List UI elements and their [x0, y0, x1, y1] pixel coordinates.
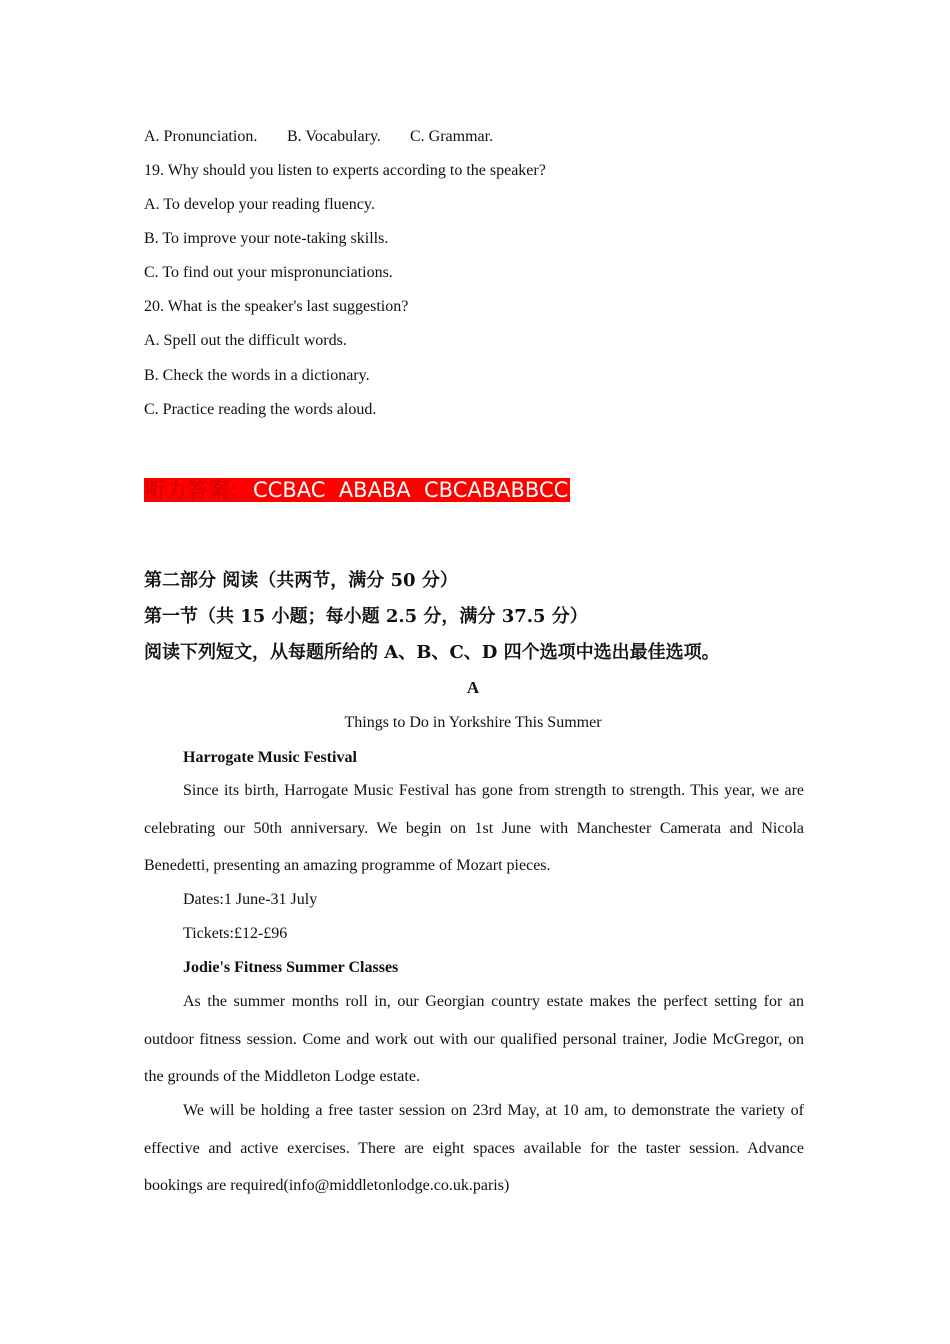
instructions: 阅读下列短文，从每题所给的 A、B、C、D 四个选项中选出最佳选项。 — [144, 642, 720, 663]
q19-option-b: B. To improve your note-taking skills. — [144, 230, 389, 247]
listening-answers — [144, 476, 570, 504]
q20-option-a: A. Spell out the difficult words. — [144, 332, 347, 349]
q18-options — [144, 127, 802, 147]
passage-title: Things to Do in Yorkshire This Summer — [344, 714, 602, 731]
fitness-body-2: We will be holding a free taster session on 23rd May, at 10 am, to demonstrate the variety of effective and active exercises. There are eight spaces available for the taster session. Advance bookings are required(info@middletonlodge.co.uk.paris) — [144, 1102, 804, 1194]
q20-option-b: B. Check the words in a dictionary. — [144, 367, 370, 384]
passage-letter: A — [466, 678, 480, 697]
part-title: 第二部分 阅读（共两节，满分 50 分） — [144, 570, 458, 591]
q20-option-c: C. Practice reading the words aloud. — [144, 401, 377, 418]
q18-option-c: C. Grammar. — [410, 128, 494, 145]
answers-label: 听力答案： — [145, 478, 250, 502]
festival-heading: Harrogate Music Festival — [183, 749, 357, 766]
q19-option-c: C. To find out your mispronunciations. — [144, 264, 393, 281]
fitness-body-1: As the summer months roll in, our Georgian country estate makes the perfect setting for an outdoor fitness session. Come and work out with our qualified personal trainer, Jodie McGregor, on the grounds of the Middleton Lodge estate. — [144, 993, 804, 1085]
fitness-heading: Jodie's Fitness Summer Classes — [183, 959, 399, 976]
q18-option-b: B. Vocabulary. — [287, 128, 381, 145]
section-title: 第一节（共 15 小题；每小题 2.5 分，满分 37.5 分） — [144, 606, 588, 627]
q19-option-a: A. To develop your reading fluency. — [144, 196, 375, 213]
festival-dates: Dates:1 June-31 July — [183, 891, 318, 908]
festival-tickets: Tickets:£12-£96 — [183, 925, 288, 942]
festival-body: Since its birth, Harrogate Music Festival has gone from strength to strength. This year, we are celebrating our 50th anniversary. We begin on 1st June with Manchester Camerata and Nicola Benedetti, presenting an amazing programme of Mozart pieces. — [144, 782, 804, 874]
answers-key: CCBAC ABABA CBCABABBCC — [253, 478, 569, 502]
q20-question: 20. What is the speaker's last suggestion? — [144, 298, 409, 315]
q19-question: 19. Why should you listen to experts according to the speaker? — [144, 162, 546, 179]
q18-option-a: A. Pronunciation. — [144, 128, 258, 145]
